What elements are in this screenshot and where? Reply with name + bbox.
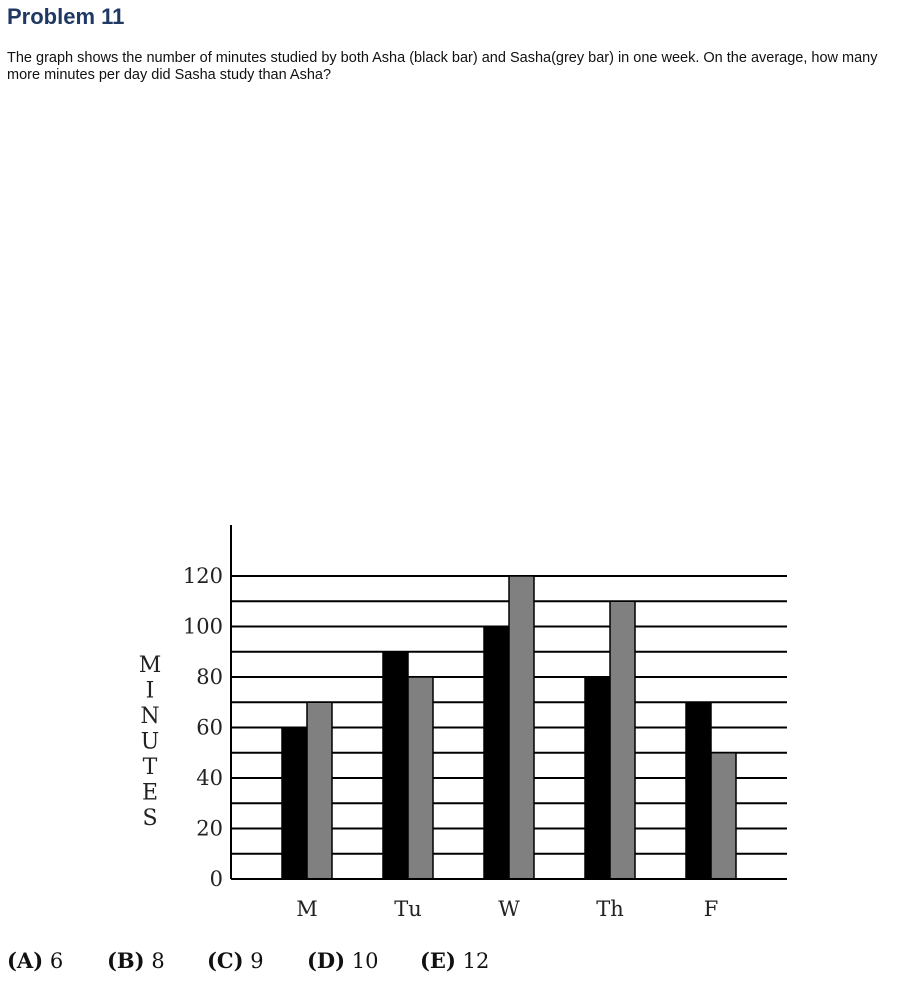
choice-c[interactable] [207,948,264,973]
choice-c-value: 9 [250,949,264,973]
problem-title: Problem 11 [7,4,125,29]
x-tick-label: Th [596,897,624,921]
y-tick-label: 40 [196,766,223,790]
choice-d-value: 10 [351,949,379,973]
x-tick-label: W [498,897,520,921]
choice-b-value: 8 [151,949,165,973]
bar-chart [0,500,900,930]
choice-e[interactable] [420,948,489,973]
y-tick-label: 120 [182,564,223,588]
y-axis-label-letter: U [140,729,160,755]
y-axis-label-letter: I [145,678,155,704]
bar-tu-series-2 [408,677,433,879]
y-tick-label: 80 [196,665,223,689]
bar-m-series-2 [307,702,332,879]
x-tick-label: F [703,897,719,921]
choice-e-value: 12 [462,949,490,973]
x-tick-label: M [296,897,318,921]
choice-b[interactable] [107,948,165,973]
y-axis-label-letter: M [138,653,162,678]
choice-e-letter: (E) [420,948,456,973]
y-axis-label-letter: S [142,806,158,831]
bar-th-series-1 [585,677,610,879]
choice-b-letter: (B) [107,948,145,973]
y-tick-label: 60 [196,715,223,740]
y-tick-label: 100 [182,614,223,639]
choice-d[interactable] [307,948,379,973]
bar-w-series-1 [484,627,509,880]
y-axis-label-letter: T [142,755,158,780]
x-tick-label: Tu [394,897,422,921]
choice-c-letter: (C) [207,948,244,973]
bar-w-series-2 [509,576,534,879]
bar-f-series-2 [711,753,736,879]
bar-tu-series-1 [383,652,408,879]
y-tick-label: 20 [196,816,223,841]
answer-choices [0,948,900,980]
choice-d-letter: (D) [307,948,346,973]
y-axis-label-letter: E [141,780,159,806]
y-tick-label: 0 [209,867,223,891]
choice-a-value: 6 [49,949,64,973]
bar-f-series-1 [686,702,711,879]
choice-a[interactable] [7,948,63,973]
bar-th-series-2 [610,601,635,879]
y-axis-label-letter: N [140,704,160,729]
choice-a-letter: (A) [7,948,44,973]
bar-m-series-1 [282,728,307,880]
problem-text: The graph shows the number of minutes studied by both Asha (black bar) and Sasha(grey bar) in one week. On the average, how many more minutes per day did Sasha study than Asha? [7,50,878,83]
